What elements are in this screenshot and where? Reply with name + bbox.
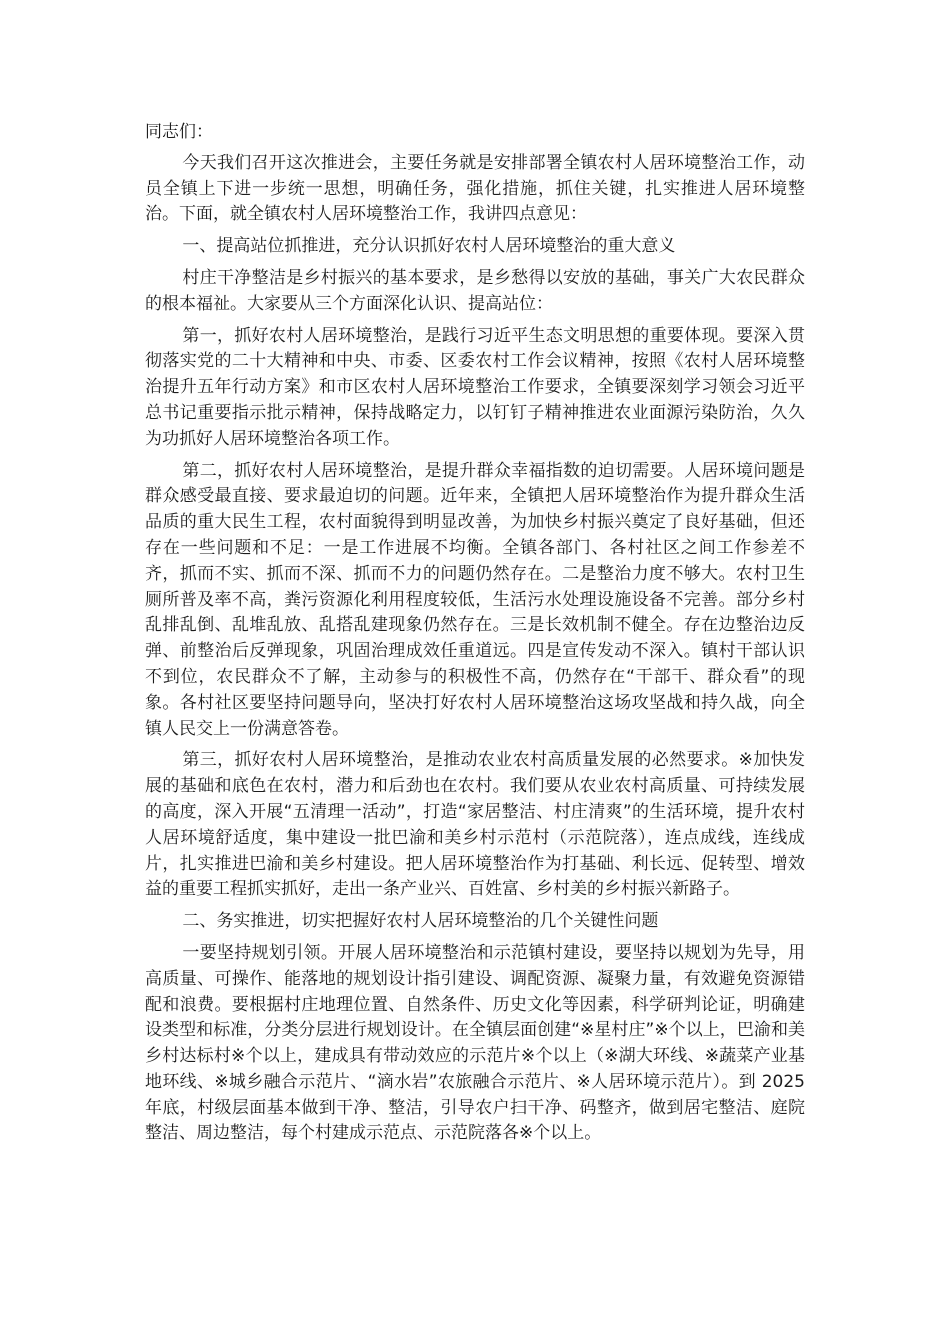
document-page: [145, 120, 805, 1153]
paragraph-first-point: 第一，抓好农村人居环境整治，是践行习近平生态文明思想的重要体现。要深入贯彻落实党的二十大精神和中央、市委、区委农村工作会议精神，按照《农村人居环境整治提升五年行动方案》和市区农村人居环境整治工作要求，全镇要深刻学习领会习近平总书记重要指示批示精神，保持战略定力，以钉钉子精神推进农业面源污染防治，久久为功抓好人居环境整治各项工作。: [145, 325, 805, 449]
greeting: 同志们：: [145, 122, 213, 142]
paragraph-third-point: 第三，抓好农村人居环境整治，是推动农业农村高质量发展的必然要求。※加快发展的基础和底色在农村，潜力和后劲也在农村。我们要从农业农村高质量、可持续发展的高度，深入开展“五清理一活动”，打造“家居整洁、村庄清爽”的生活环境，提升农村人居环境舒适度，集中建设一批巴渝和美乡村示范村（示范院落），连点成线，连线成片，扎实推进巴渝和美乡村建设。把人居环境整治作为打基础、利长远、促转型、增效益的重要工程抓实抓好，走出一条产业兴、百姓富、乡村美的乡村振兴新路子。: [145, 750, 805, 900]
paragraph-planning: 一要坚持规划引领。开展人居环境整治和示范镇村建设，要坚持以规划为先导，用高质量、可操作、能落地的规划设计指引建设、调配资源、凝聚力量，有效避免资源错配和浪费。要根据村庄地理位置、自然条件、历史文化等因素，科学研判论证，明确建设类型和标准，分类分层进行规划设计。在全镇层面创建“※星村庄”※个以上，巴渝和美乡村达标村※个以上，建成具有带动效应的示范片※个以上（※湖大环线、※蔬菜产业基地环线、※城乡融合示范片、“滴水岩”农旅融合示范片、※人居环境示范片）。到 2025 年底，村级层面基本做到干净、整洁，引导农户扫干净、码整齐，做到居宅整洁、庭院整洁、周边整洁，每个村建成示范点、示范院落各※个以上。: [145, 942, 805, 1144]
paragraph-significance: 村庄干净整洁是乡村振兴的基本要求，是乡愁得以安放的基础，事关广大农民群众的根本福祉。大家要从三个方面深化认识、提高站位：: [145, 267, 805, 314]
paragraph-intro: 今天我们召开这次推进会，主要任务就是安排部署全镇农村人居环境整治工作，动员全镇上下进一步统一思想，明确任务，强化措施，抓住关键，扎实推进人居环境整治。下面，就全镇农村人居环境整治工作，我讲四点意见：: [145, 152, 805, 225]
section-heading-two: 二、务实推进，切实把握好农村人居环境整治的几个关键性问题: [182, 911, 659, 932]
paragraph-second-point: 第二，抓好农村人居环境整治，是提升群众幸福指数的迫切需要。人居环境问题是群众感受最直接、要求最迫切的问题。近年来，全镇把人居环境整治作为提升群众生活品质的重大民生工程，农村面貌得到明显改善，为加快乡村振兴奠定了良好基础，但还存在一些问题和不足：一是工作进展不均衡。全镇各部门、各村社区之间工作参差不齐，抓而不实、抓而不深、抓而不力的问题仍然存在。二是整治力度不够大。农村卫生厕所普及率不高，粪污资源化利用程度较低，生活污水处理设施设备不完善。部分乡村乱排乱倒、乱堆乱放、乱搭乱建现象仍然存在。三是长效机制不健全。存在边整治边反弹、前整治后反弹现象，巩固治理成效任重道远。四是宣传发动不深入。镇村干部认识不到位，农民群众不了解，主动参与的积极性不高，仍然存在“干部干、群众看”的现象。各村社区要坚持问题导向，坚决打好农村人居环境整治这场攻坚战和持久战，向全镇人民交上一份满意答卷。: [145, 460, 805, 739]
section-heading-one: 一、提高站位抓推进，充分认识抓好农村人居环境整治的重大意义: [182, 236, 676, 257]
